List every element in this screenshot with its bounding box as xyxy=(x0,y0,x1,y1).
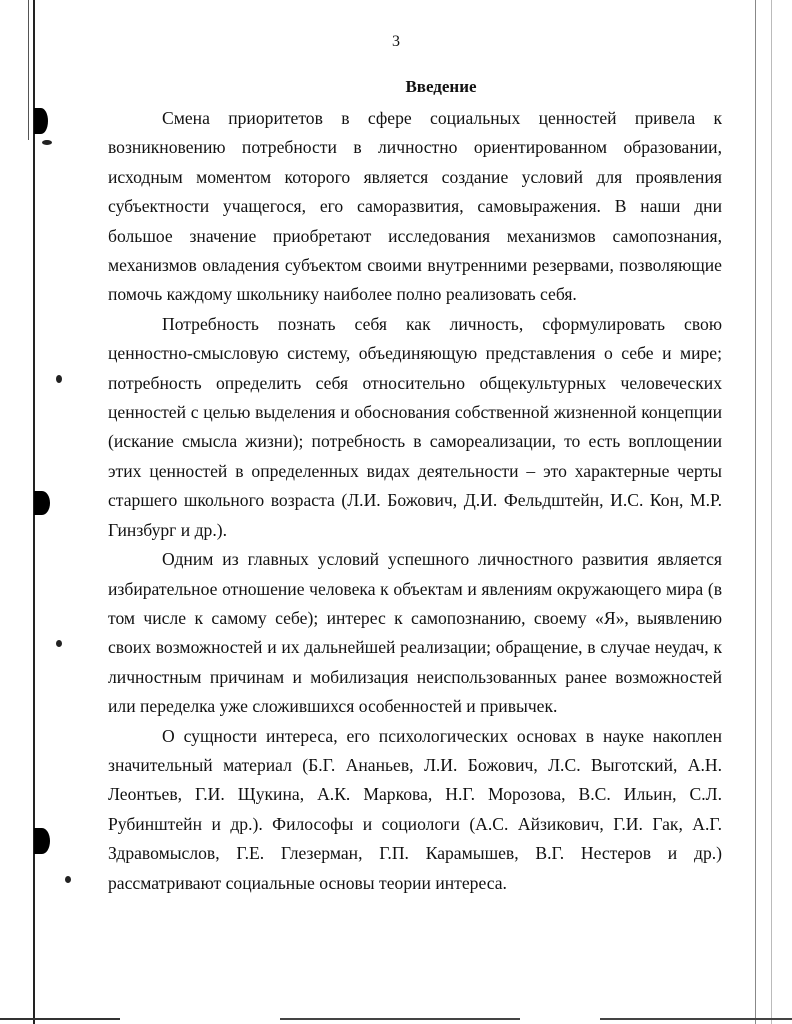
punch-hole-mark xyxy=(34,828,50,854)
page-number: 3 xyxy=(392,33,400,50)
scan-speck xyxy=(56,640,62,647)
paragraph-4: О сущности интереса, его психологических основах в науке накоплен значительный материал (Б.Г. Ананьев, Л.И. Божович, Л.С. Выготский, А.Н. Леонтьев, Г.И. Щукина, А.К. Маркова, Н.Г. Морозова, В.С. Ильин, С.Л. Рубинштейн и др.). Философы и социологи (А.С. Айзикович, Г.И. Гак, А.Г. Здравомыслов, Г.Е. Глезерман, Г.П. Карамышев, В.Г. Нестеров и др.) рассматривают социальные основы теории интереса. xyxy=(108,725,722,893)
scan-edge-line-right xyxy=(755,0,756,1024)
scan-speck xyxy=(56,375,62,383)
scan-edge-line-left-secondary xyxy=(28,0,29,140)
punch-hole-mark xyxy=(34,108,48,134)
paragraph-1: Смена приоритетов в сфере социальных ценностей привела к возникновению потребности в личностно ориентированном образовании, исходным моментом которого является создание условий для проявления субъектности учащегося, его саморазвития, самовыражения. В наши дни большое значение приобретают исследования механизмов самопознания, механизмов овладения субъектом своими внутренними резервами, позволяющие помочь каждому школьнику наиболее полно реализовать себя. xyxy=(108,108,722,305)
scan-speck xyxy=(42,140,52,145)
punch-hole-mark xyxy=(34,491,50,515)
page-heading: Введение xyxy=(405,77,477,96)
scan-edge-line-right-outer xyxy=(771,0,772,1024)
scan-speck xyxy=(65,876,71,883)
scan-edge-line-bottom xyxy=(0,1018,792,1020)
paragraph-2: Потребность познать себя как личность, сформулировать свою ценностно-смысловую систему, объединяющую представления о себе и мире; потребность определить себя относительно общекультурных человеческих ценностей с целью выделения и обоснования собственной жизненной концепции (искание смысла жизни); потребность в самореализации, то есть воплощении этих ценностей в определенных видах деятельности – это характерные черты старшего школьного возраста (Л.И. Божович, Д.И. Фельдштейн, И.С. Кон, М.Р. Гинзбург и др.). xyxy=(108,313,722,540)
body-text xyxy=(108,104,722,898)
paragraph-3: Одним из главных условий успешного личностного развития является избирательное отношение человека к объектам и явлениям окружающего мира (в том числе к самому себе); интерес к самопознанию, своему «Я», выявлению своих возможностей и их дальнейшей реализации; обращение, в случае неудач, к личностным причинам и мобилизация неиспользованных ранее возможностей или переделка уже сложившихся особенностей и привычек. xyxy=(108,549,722,717)
